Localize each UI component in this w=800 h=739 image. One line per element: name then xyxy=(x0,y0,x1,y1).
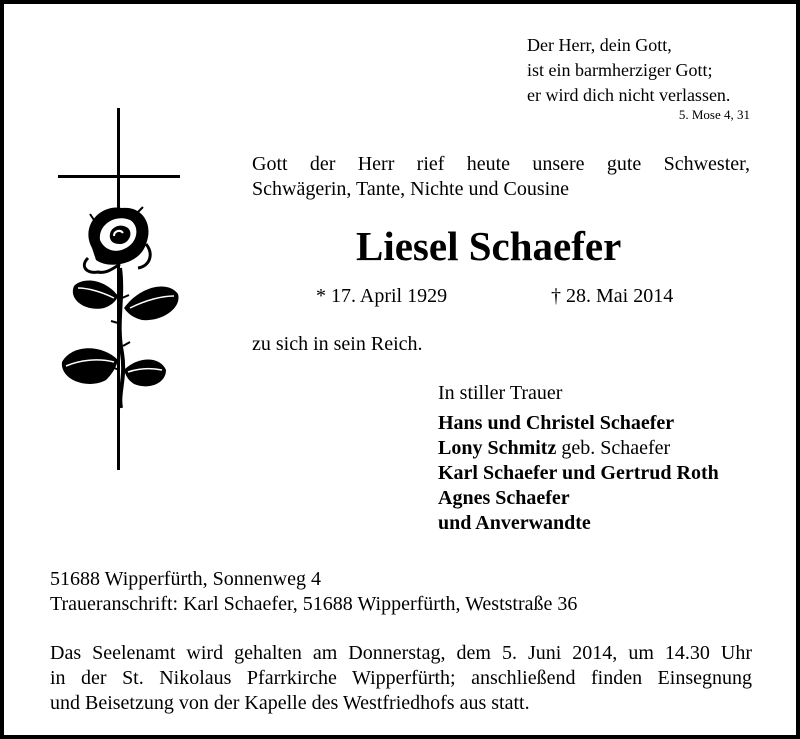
mourning-address: Traueranschrift: Karl Schaefer, 51688 Wipperfürth, Weststraße 36 xyxy=(50,593,578,615)
mourner-name: Karl Schaefer und Gertrud Roth xyxy=(438,462,719,484)
mourner-entry xyxy=(438,436,719,461)
mourners-list xyxy=(438,381,719,536)
verse-line: er wird dich nicht verlassen. xyxy=(527,85,731,105)
birth-date: * 17. April 1929 xyxy=(316,285,448,307)
cross-with-rose-icon xyxy=(50,108,190,473)
mourner-name: Hans und Christel Schaefer xyxy=(438,412,675,434)
intro-line: Gott der Herr rief heute unsere gute Schwester, xyxy=(252,153,750,175)
address-block xyxy=(50,567,577,617)
intro-line: Schwägerin, Tante, Nichte und Cousine xyxy=(252,178,570,200)
deceased-name: Liesel Schaefer xyxy=(356,223,622,269)
verse-line: Der Herr, dein Gott, xyxy=(527,35,672,55)
residence-address: 51688 Wipperfürth, Sonnenweg 4 xyxy=(50,568,322,590)
mourner-entry xyxy=(438,511,719,536)
mourner-name: Lony Schmitz xyxy=(438,437,557,459)
death-date: † 28. Mai 2014 xyxy=(551,285,674,307)
cross-horizontal-beam xyxy=(58,175,180,178)
rose-blossom xyxy=(84,207,150,272)
closing-line: zu sich in sein Reich. xyxy=(252,333,423,355)
verse-reference: 5. Mose 4, 31 xyxy=(678,107,750,122)
service-line: in der St. Nikolaus Pfarrkirche Wipperfürth; anschließend finden Einsegnung xyxy=(50,667,752,689)
verse-line: ist ein barmherziger Gott; xyxy=(527,60,713,80)
rose-leaf-right-upper xyxy=(124,286,179,320)
grief-line: In stiller Trauer xyxy=(438,382,563,404)
service-info xyxy=(50,641,752,716)
rose-leaf-left-upper xyxy=(73,281,118,309)
bible-verse xyxy=(527,33,730,108)
service-line: Das Seelenamt wird gehalten am Donnerstag, dem 5. Juni 2014, um 14.30 Uhr xyxy=(50,642,752,664)
mourner-entry xyxy=(438,411,719,436)
mourner-entry xyxy=(438,486,719,511)
rose-leaf-left-lower xyxy=(62,348,118,384)
announcement-intro xyxy=(252,152,750,202)
rose-stem xyxy=(120,268,123,408)
rose-leaf-right-lower xyxy=(124,360,166,387)
mourner-note: geb. Schaefer xyxy=(556,437,671,459)
mourner-name: Agnes Schaefer xyxy=(438,487,570,509)
service-line: und Beisetzung von der Kapelle des Westfriedhofs aus statt. xyxy=(50,692,530,714)
mourner-name: und Anverwandte xyxy=(438,512,591,534)
mourner-entry xyxy=(438,461,719,486)
